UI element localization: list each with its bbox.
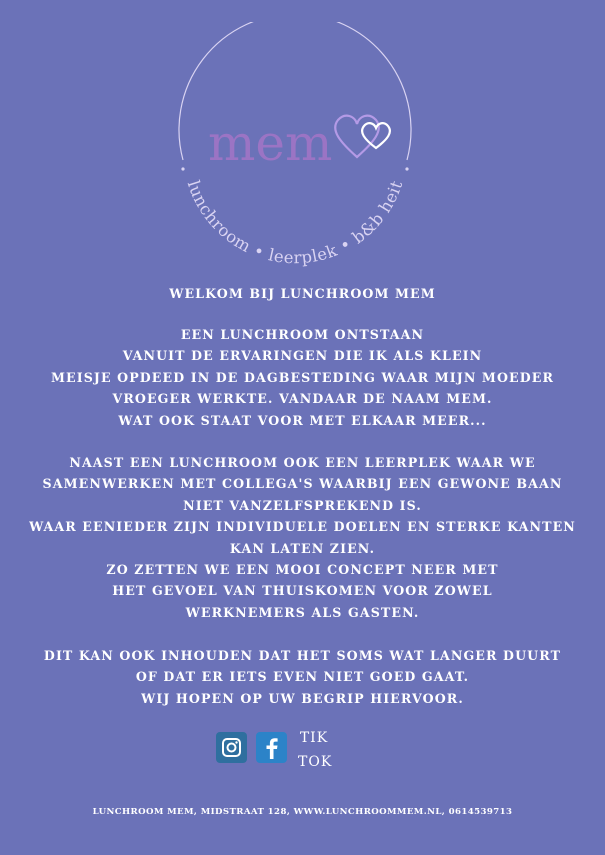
paragraph-line: WIJ HOPEN OP UW BEGRIP HIERVOOR.: [141, 690, 464, 706]
paragraph-line: OF DAT ER IETS EVEN NIET GOED GAAT.: [135, 669, 470, 685]
paragraph-line: WAAR EENIEDER ZIJN INDIVIDUELE DOELEN EN STERKE KANTEN: [29, 519, 576, 535]
paragraph-line: SAMENWERKEN MET COLLEGA'S WAARBIJ EEN GEWONE BAAN: [42, 476, 563, 492]
paragraph-line: DIT KAN OOK INHOUDEN DAT HET SOMS WAT LANGER DUURT: [43, 648, 562, 663]
tiktok-label-line1: TIK: [299, 730, 329, 746]
paragraph-line: VROEGER WERKTE. VANDAAR DE NAAM MEM.: [112, 391, 493, 407]
logo-wordmark: mem: [208, 114, 333, 172]
paragraph-line: HET GEVOEL VAN THUISKOMEN VOOR ZOWEL: [112, 583, 493, 599]
intro-paragraph: [0, 324, 605, 431]
logo-tagline: lunchroom • leerplek • b&b heit: [183, 178, 407, 268]
facebook-icon[interactable]: [256, 732, 287, 763]
page-title: WELKOM BIJ LUNCHROOM MEM: [169, 286, 436, 301]
logo-emblem: [170, 22, 420, 272]
paragraph-line: NAAST EEN LUNCHROOM OOK EEN LEERPLEK WAAR WE: [69, 455, 536, 470]
paragraph-line: MEISJE OPDEED IN DE DAGBESTEDING WAAR MIJN MOEDER: [50, 369, 555, 385]
concept-paragraph: [0, 452, 605, 623]
mem-logo: [170, 22, 420, 272]
heart-outline-icon: [335, 116, 379, 157]
logo-ring-dot-right: [405, 167, 408, 170]
footer-address: LUNCHROOM MEM, MIDSTRAAT 128, WWW.LUNCHROOMMEM.NL, 0614539713: [92, 807, 513, 817]
logo-ring-dot-left: [181, 167, 184, 170]
instagram-icon[interactable]: [216, 732, 247, 763]
paragraph-line: WERKNEMERS ALS GASTEN.: [185, 604, 420, 620]
understanding-paragraph: [0, 645, 605, 709]
paragraph-line: KAN LATEN ZIEN.: [229, 540, 376, 556]
paragraph-line: VANUIT DE ERVARINGEN DIE IK ALS KLEIN: [122, 348, 483, 364]
tiktok-link[interactable]: [298, 726, 333, 774]
paragraph-line: NIET VANZELFSPREKEND IS.: [183, 497, 422, 513]
paragraph-line: WAT OOK STAAT VOOR MET ELKAAR MEER...: [118, 412, 487, 428]
paragraph-line: ZO ZETTEN WE EEN MOOI CONCEPT NEER MET: [106, 562, 499, 578]
paragraph-line: EEN LUNCHROOM ONTSTAAN: [180, 327, 425, 342]
welcome-title: [0, 283, 605, 304]
tiktok-label-line2: TOK: [298, 754, 333, 770]
